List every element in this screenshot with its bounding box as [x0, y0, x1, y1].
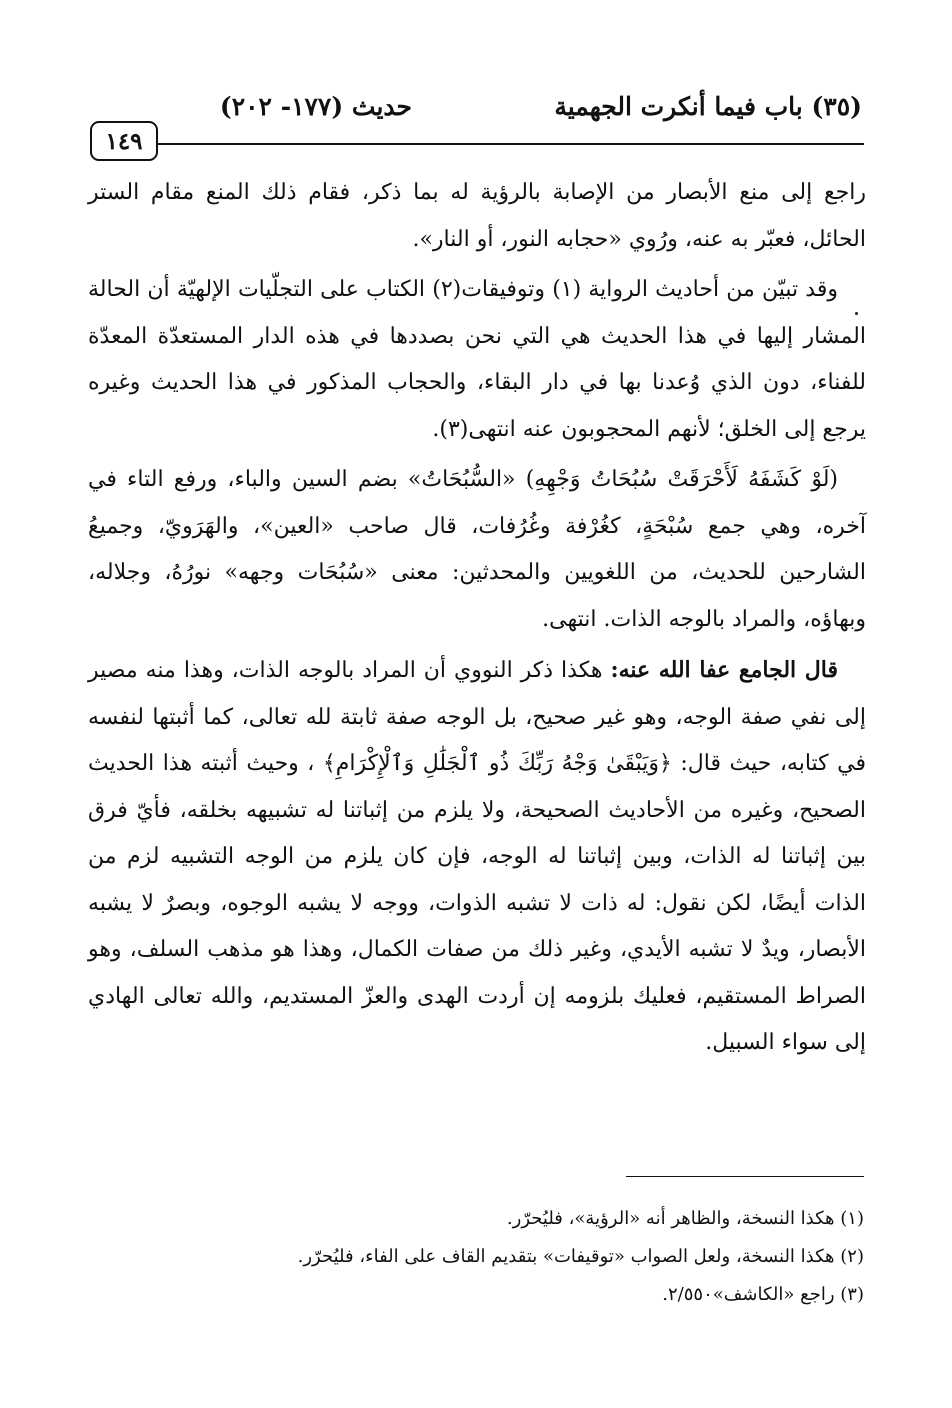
footnote-2: (٢) هكذا النسخة، ولعل الصواب «توقيفات» بتقديم القاف على الفاء، فليُحرّر. [297, 1246, 864, 1267]
speaker-label: قال الجامع عفا الله عنه: [610, 657, 838, 683]
chapter-title: (٣٥) باب فيما أنكرت الجهمية [554, 92, 862, 121]
paragraph-2: وقد تبيّن من أحاديث الرواية (١) وتوفيقات(٢) الكتاب على التجلّيات الإلهيّة أن الحالة المشار إليها في هذا الحديث هي التي نحن بصددها في هذه الدار المستعدّة المعدّة للفناء، دون الذي وُعدنا بها في دار البقاء، والحجاب المذكور في هذا الحديث وغيره يرجع إلى الخلق؛ لأنهم المحجوبون عنه انتهى(٣). [88, 277, 866, 442]
page-number: ١٤٩ [90, 121, 158, 161]
paragraph-3: (لَوْ كَشَفَهُ لَأَحْرَقَتْ سُبُحَاتُ وَجْهِهِ) «السُّبُحَاتُ» بضم السين والباء، ورفع التاء في آخره، وهي جمع سُبْحَةٍ، كغُرْفة وغُرُفات، قال صاحب «العين»، والهَرَويّ، وجميعُ الشارحين للحديث، من اللغويين والمحدثين: معنى «سُبُحَات وجهه» نورُهُ، وجلاله، وبهاؤه، والمراد بالوجه الذات. انتهى. [88, 467, 866, 632]
hadith-range: حديث (١٧٧- ٢٠٢) [219, 92, 412, 121]
footnote-3: (٣) راجع «الكاشف»٢/٥٥٠. [662, 1284, 864, 1305]
footnote-1: (١) هكذا النسخة، والظاهر أنه «الرؤية»، فليُحرّر. [506, 1208, 864, 1229]
header-divider [158, 143, 864, 145]
footnote-divider [626, 1176, 864, 1177]
paragraph-1: راجع إلى منع الأبصار من الإصابة بالرؤية له بما ذكر، فقام ذلك المنع مقام الستر الحائل، فعبّر به عنه، ورُوي «حجابه النور، أو النار». [88, 180, 866, 252]
footnotes [88, 1200, 864, 1314]
paragraph-4: قال الجامع عفا الله عنه: هكذا ذكر النووي أن المراد بالوجه الذات، وهذا منه مصير إلى نفي صفة الوجه، وهو غير صحيح، بل الوجه صفة ثابتة لله تعالى، كما أثبتها لنفسه في كتابه، حيث قال: ﴿وَيَبْقَىٰ وَجْهُ رَبِّكَ ذُو ٱلْجَلَٰلِ وَٱلْإِكْرَامِ﴾ ، وحيث أثبته هذا الحديث الصحيح، وغيره من الأحاديث الصحيحة، ولا يلزم من إثباتنا له تشبيهه بخلقه، فأيّ فرق بين إثباتنا له الذات، وبين إثباتنا له الوجه، فإن كان يلزم من الوجه التشبيه لزم من الذات أيضًا، لكن نقول: له ذات لا تشبه الذوات، ووجه لا يشبه الوجوه، وبصرٌ لا يشبه الأبصار، ويدٌ لا تشبه الأيدي، وغير ذلك من صفات الكمال، وهذا هو مذهب السلف، وهو الصراط المستقيم، فعليك بلزومه إن أردت الهدى والعزّ المستديم، والله تعالى الهادي إلى سواء السبيل. [88, 657, 867, 1055]
main-text [88, 170, 866, 1067]
